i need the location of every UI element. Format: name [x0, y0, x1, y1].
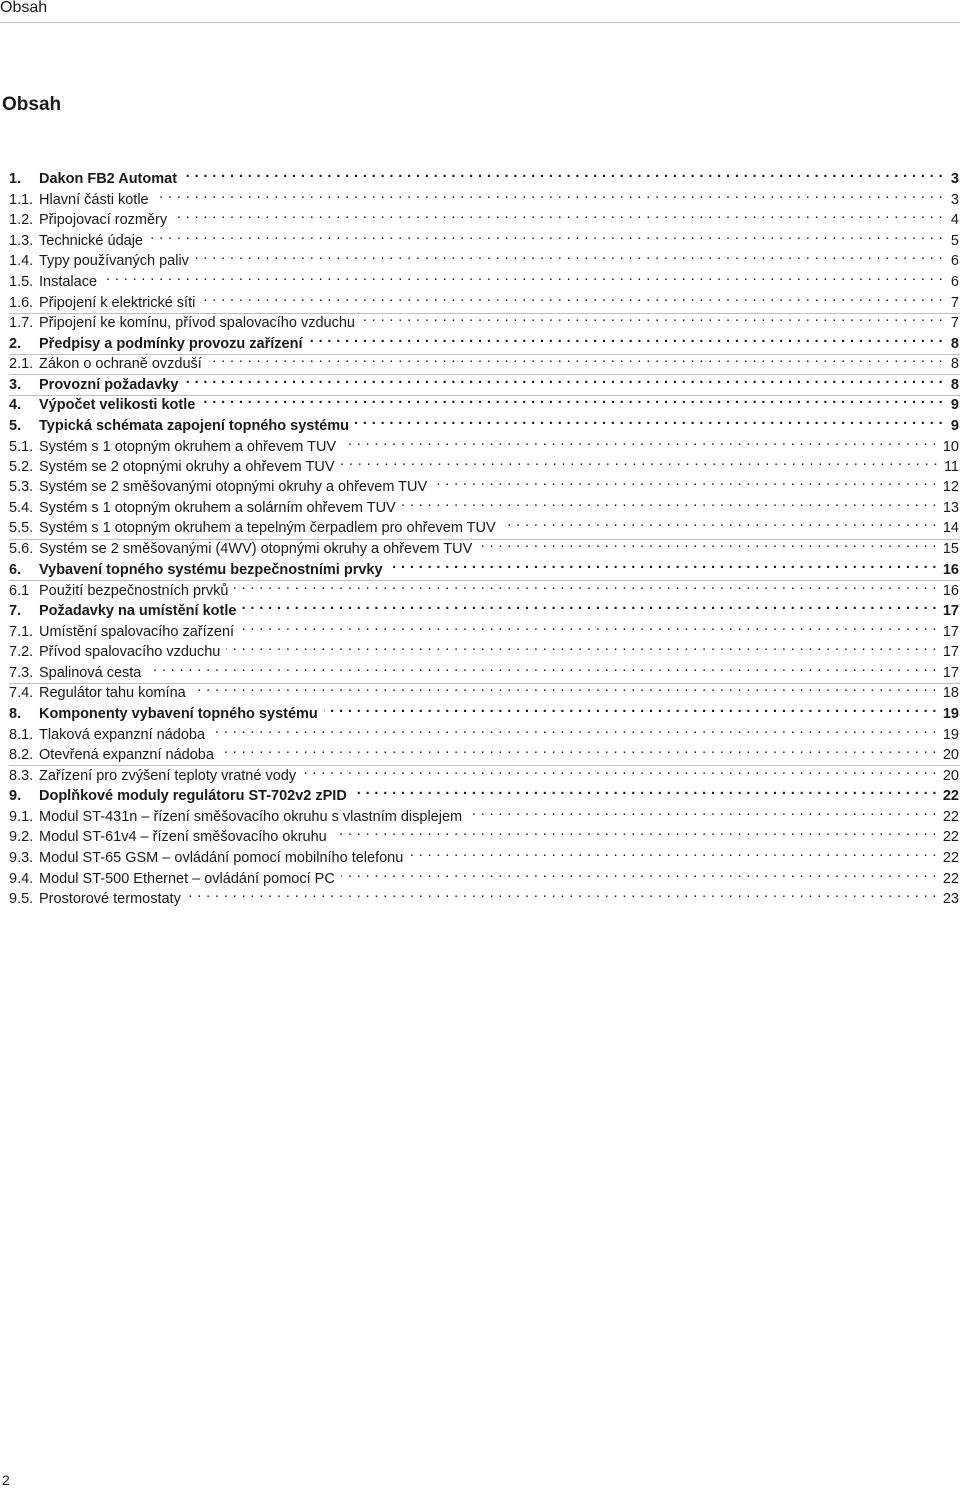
toc-entry-title: Modul ST-65 GSM – ovládání pomocí mobilního telefonu — [39, 850, 404, 866]
toc-entry-title: Instalace — [39, 274, 98, 290]
toc-dot-leader — [192, 677, 937, 697]
toc-section-entry[interactable] — [9, 328, 959, 352]
toc-entry-page: 17 — [942, 624, 959, 640]
toc-subsection-entry[interactable] — [9, 739, 959, 763]
toc-entry-title: Technické údaje — [39, 233, 143, 249]
toc-entry-number: 7. — [9, 603, 22, 619]
toc-entry-title: Typická schémata zapojení topného systému — [39, 418, 349, 434]
toc-subsection-entry[interactable] — [9, 616, 959, 640]
toc-entry-page: 6 — [950, 274, 959, 290]
toc-subsection-entry[interactable] — [9, 307, 959, 331]
toc-dot-leader — [341, 451, 938, 471]
toc-entry-title: Hlavní části kotle — [39, 192, 149, 208]
toc-entry-page: 22 — [942, 788, 959, 804]
toc-entry-page: 22 — [942, 809, 959, 825]
toc-entry-number: 7.3. — [9, 665, 34, 681]
toc-entry-number: 1.3. — [9, 233, 34, 249]
toc-entry-page: 23 — [942, 891, 959, 907]
toc-subsection-entry[interactable] — [9, 533, 959, 557]
toc-section-entry[interactable] — [9, 595, 959, 619]
toc-entry-title: Umístění spalovacího zařízení — [39, 624, 235, 640]
toc-dot-leader — [201, 287, 943, 307]
toc-entry-number: 1.2. — [9, 212, 34, 228]
toc-entry-number: 5.2. — [9, 459, 34, 475]
toc-entry-number: 6.1 — [9, 583, 30, 599]
toc-dot-leader — [226, 636, 937, 656]
toc-entry-title: Systém s 1 otopným okruhem a ohřevem TUV — [39, 439, 337, 455]
toc-dot-leader — [324, 698, 937, 718]
toc-entry-number: 9.1. — [9, 809, 34, 825]
toc-entry-page: 22 — [942, 850, 959, 866]
toc-entry-title: Systém s 1 otopným okruhem a tepelným čerpadlem pro ohřevem TUV — [39, 520, 496, 536]
toc-entry-number: 1.5. — [9, 274, 34, 290]
toc-entry-page: 10 — [942, 439, 959, 455]
toc-section-entry[interactable] — [9, 698, 959, 722]
toc-entry-number: 3. — [9, 377, 22, 393]
toc-entry-title: Typy používaných paliv — [39, 253, 189, 269]
toc-section-entry[interactable] — [9, 554, 959, 578]
toc-entry-page: 19 — [942, 706, 959, 722]
toc-dot-leader — [234, 575, 936, 595]
running-header: Obsah — [0, 0, 48, 16]
toc-dot-leader — [147, 657, 936, 677]
toc-entry-page: 7 — [950, 315, 959, 331]
toc-subsection-entry[interactable] — [9, 245, 959, 269]
toc-entry-title: Předpisy a podmínky provozu zařízení — [39, 336, 303, 352]
toc-entry-page: 8 — [950, 356, 959, 372]
toc-subsection-entry[interactable] — [9, 431, 959, 455]
toc-entry-page: 16 — [942, 562, 959, 578]
toc-entry-title: Přívod spalovacího vzduchu — [39, 644, 221, 660]
toc-entry-title: Modul ST-500 Ethernet – ovládání pomocí PC — [39, 871, 335, 887]
toc-entry-page: 6 — [950, 253, 959, 269]
toc-dot-leader — [103, 266, 943, 286]
toc-entry-page: 14 — [942, 520, 959, 536]
toc-entry-number: 1.1. — [9, 192, 34, 208]
toc-section-entry[interactable] — [9, 163, 959, 187]
toc-section-entry[interactable] — [9, 389, 959, 413]
toc-subsection-entry[interactable] — [9, 204, 959, 228]
toc-entry-page: 9 — [950, 397, 959, 413]
toc-entry-number: 9.3. — [9, 850, 34, 866]
section-divider — [9, 683, 960, 684]
section-divider — [9, 313, 960, 314]
toc-entry-title: Připojení ke komínu, přívod spalovacího vzduchu — [39, 315, 355, 331]
toc-entry-number: 1.6. — [9, 295, 34, 311]
toc-entry-title: Otevřená expanzní nádoba — [39, 747, 214, 763]
toc-entry-number: 9.5. — [9, 891, 34, 907]
toc-dot-leader — [478, 533, 937, 553]
toc-entry-title: Použití bezpečnostních prvků — [39, 583, 229, 599]
toc-dot-leader — [184, 369, 943, 389]
section-divider — [9, 374, 960, 375]
toc-dot-leader — [149, 225, 943, 245]
toc-dot-leader — [433, 471, 937, 491]
toc-dot-leader — [353, 780, 937, 800]
toc-dot-leader — [355, 410, 943, 430]
toc-entry-number: 5.1. — [9, 439, 34, 455]
toc-entry-number: 8.1. — [9, 727, 34, 743]
toc-entry-title: Tlaková expanzní nádoba — [39, 727, 206, 743]
toc-dot-leader — [201, 389, 943, 409]
toc-entry-number: 1.7. — [9, 315, 34, 331]
toc-dot-leader — [173, 204, 943, 224]
toc-entry-title: Systém se 2 otopnými okruhy a ohřevem TUV — [39, 459, 335, 475]
toc-entry-page: 5 — [950, 233, 959, 249]
page-number: 2 — [2, 1472, 10, 1488]
toc-dot-leader — [208, 348, 943, 368]
toc-entry-number: 1. — [9, 171, 22, 187]
toc-entry-title: Požadavky na umístění kotle — [39, 603, 237, 619]
toc-entry-number: 8.2. — [9, 747, 34, 763]
toc-entry-page: 17 — [942, 603, 959, 619]
toc-entry-page: 3 — [950, 192, 959, 208]
toc-entry-number: 2.1. — [9, 356, 34, 372]
toc-entry-page: 17 — [942, 644, 959, 660]
toc-dot-leader — [308, 328, 943, 348]
toc-subsection-entry[interactable] — [9, 801, 959, 825]
toc-dot-leader — [183, 163, 943, 183]
toc-entry-number: 9.4. — [9, 871, 34, 887]
toc-subsection-entry[interactable] — [9, 575, 959, 599]
toc-entry-page: 22 — [942, 871, 959, 887]
toc-subsection-entry[interactable] — [9, 266, 959, 290]
toc-entry-title: Prostorové termostaty — [39, 891, 181, 907]
toc-subsection-entry[interactable] — [9, 287, 959, 311]
toc-subsection-entry[interactable] — [9, 451, 959, 475]
toc-entry-page: 11 — [943, 459, 959, 475]
toc-subsection-entry[interactable] — [9, 512, 959, 536]
toc-entry-title: Dakon FB2 Automat — [39, 171, 178, 187]
toc-entry-number: 7.1. — [9, 624, 34, 640]
toc-subsection-entry[interactable] — [9, 677, 959, 701]
toc-subsection-entry[interactable] — [9, 719, 959, 743]
toc-entry-page: 20 — [942, 768, 959, 784]
toc-entry-number: 5. — [9, 418, 22, 434]
toc-entry-page: 3 — [950, 171, 959, 187]
toc-entry-page: 19 — [942, 727, 959, 743]
toc-entry-page: 15 — [942, 541, 959, 557]
toc-entry-page: 16 — [942, 583, 959, 599]
toc-dot-leader — [220, 739, 937, 759]
toc-entry-page: 20 — [942, 747, 959, 763]
section-divider — [9, 539, 960, 540]
toc-entry-number: 9. — [9, 788, 22, 804]
toc-subsection-entry[interactable] — [9, 821, 959, 845]
toc-entry-title: Regulátor tahu komína — [39, 685, 186, 701]
toc-dot-leader — [155, 184, 943, 204]
toc-dot-leader — [409, 842, 937, 862]
toc-subsection-entry[interactable] — [9, 184, 959, 208]
toc-subsection-entry[interactable] — [9, 760, 959, 784]
toc-dot-leader — [302, 760, 937, 780]
section-divider — [9, 395, 960, 396]
toc-entry-number: 5.3. — [9, 479, 34, 495]
toc-dot-leader — [468, 801, 937, 821]
toc-entry-page: 17 — [942, 665, 959, 681]
toc-entry-number: 4. — [9, 397, 22, 413]
toc-dot-leader — [242, 595, 936, 615]
toc-entry-page: 7 — [950, 295, 959, 311]
toc-dot-leader — [402, 492, 937, 512]
toc-entry-number: 7.2. — [9, 644, 34, 660]
section-divider — [9, 354, 960, 355]
toc-entry-title: Zařízení pro zvýšení teploty vratné vody — [39, 768, 297, 784]
toc-entry-title: Komponenty vybavení topného systému — [39, 706, 318, 722]
toc-subsection-entry[interactable] — [9, 348, 959, 372]
toc-entry-number: 8. — [9, 706, 22, 722]
toc-entry-page: 12 — [942, 479, 959, 495]
toc-entry-page: 8 — [950, 377, 959, 393]
toc-subsection-entry[interactable] — [9, 225, 959, 249]
toc-entry-number: 5.4. — [9, 500, 34, 516]
toc-subsection-entry[interactable] — [9, 657, 959, 681]
toc-dot-leader — [341, 863, 937, 883]
toc-entry-title: Systém se 2 směšovanými otopnými okruhy a ohřevem TUV — [39, 479, 428, 495]
toc-entry-title: Provozní požadavky — [39, 377, 179, 393]
toc-entry-title: Vybavení topného systému bezpečnostními prvky — [39, 562, 383, 578]
toc-entry-title: Modul ST-61v4 – řízení směšovacího okruhu — [39, 829, 327, 845]
toc-entry-number: 6. — [9, 562, 22, 578]
section-divider — [9, 580, 960, 581]
toc-entry-title: Systém se 2 směšovanými (4WV) otopnými okruhy a ohřevem TUV — [39, 541, 473, 557]
toc-entry-number: 5.6. — [9, 541, 34, 557]
toc-entry-page: 13 — [942, 500, 959, 516]
toc-section-entry[interactable] — [9, 780, 959, 804]
toc-entry-title: Modul ST-431n – řízení směšovacího okruhu s vlastním displejem — [39, 809, 463, 825]
toc-entry-page: 9 — [950, 418, 959, 434]
toc-subsection-entry[interactable] — [9, 842, 959, 866]
toc-section-entry[interactable] — [9, 410, 959, 434]
toc-entry-number: 9.2. — [9, 829, 34, 845]
section-divider — [9, 765, 960, 766]
page-title: Obsah — [2, 94, 62, 115]
toc-dot-leader — [211, 719, 937, 739]
toc-entry-title: Připojení k elektrické síti — [39, 295, 196, 311]
toc-entry-page: 4 — [950, 212, 959, 228]
toc-subsection-entry[interactable] — [9, 636, 959, 660]
toc-entry-page: 18 — [942, 685, 959, 701]
toc-entry-number: 8.3. — [9, 768, 34, 784]
toc-entry-title: Systém s 1 otopným okruhem a solárním ohřevem TUV — [39, 500, 396, 516]
toc-entry-number: 5.5. — [9, 520, 34, 536]
toc-subsection-entry[interactable] — [9, 492, 959, 516]
toc-dot-leader — [342, 431, 937, 451]
toc-dot-leader — [187, 883, 937, 903]
toc-entry-title: Zákon o ochraně ovzduší — [39, 356, 202, 372]
toc-entry-title: Výpočet velikosti kotle — [39, 397, 196, 413]
toc-entry-page: 22 — [942, 829, 959, 845]
toc-entry-number: 1.4. — [9, 253, 34, 269]
toc-subsection-entry[interactable] — [9, 471, 959, 495]
toc-entry-number: 7.4. — [9, 685, 34, 701]
toc-subsection-entry[interactable] — [9, 883, 959, 907]
toc-section-entry[interactable] — [9, 369, 959, 393]
toc-dot-leader — [389, 554, 937, 574]
toc-dot-leader — [502, 512, 937, 532]
toc-subsection-entry[interactable] — [9, 863, 959, 887]
toc-entry-page: 8 — [950, 336, 959, 352]
toc-dot-leader — [333, 821, 937, 841]
toc-entry-title: Doplňkové moduly regulátoru ST-702v2 zPID — [39, 788, 347, 804]
table-of-contents — [9, 0, 960, 1491]
toc-dot-leader — [240, 616, 937, 636]
toc-entry-title: Připojovací rozměry — [39, 212, 168, 228]
toc-entry-number: 2. — [9, 336, 22, 352]
toc-dot-leader — [195, 245, 943, 265]
toc-dot-leader — [361, 307, 943, 327]
toc-entry-title: Spalinová cesta — [39, 665, 142, 681]
